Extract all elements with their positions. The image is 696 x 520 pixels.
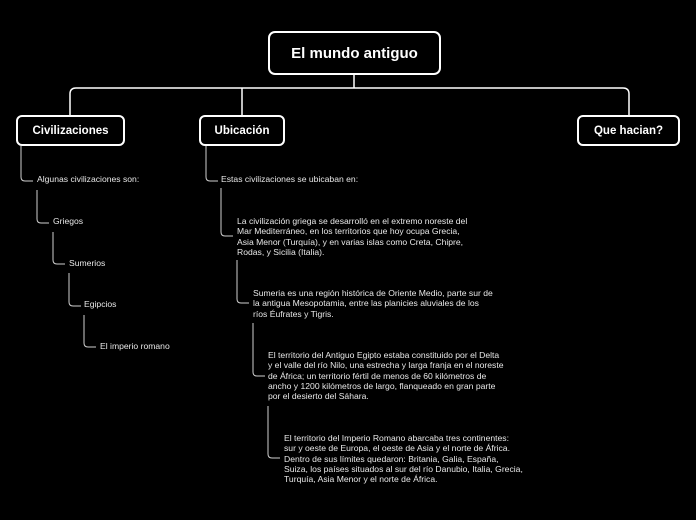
connector-civilizaciones: [70, 88, 76, 115]
subtopic-estas-civilizaciones[interactable]: Estas civilizaciones se ubicaban en:: [221, 174, 359, 184]
subtopic-ubicacion-sumeria[interactable]: Sumeria es una región histórica de Oriente Medio, parte sur de la antigua Mesopotamia, entre las planicies aluviales de los ríos Éufrates y Tigris.: [253, 288, 493, 319]
topic-que-hacian[interactable]: Que hacian?: [577, 115, 680, 146]
subtopic-ubicacion-griega[interactable]: La civilización griega se desarrolló en el extremo noreste del Mar Mediterráneo, en los territorios que hoy ocupa Grecia, Asia Menor (Turquía), y en varias islas como Creta, Chipre, Rodas, y Sicilia (Italia).: [237, 216, 468, 257]
sub-connector-civ-3: [69, 273, 81, 306]
subtopic-imperio-romano[interactable]: El imperio romano: [100, 341, 170, 351]
subtopic-algunas-civilizaciones[interactable]: Algunas civilizaciones son:: [37, 174, 140, 184]
topic-ubicacion[interactable]: Ubicación: [199, 115, 285, 146]
subtopic-griegos[interactable]: Griegos: [53, 216, 84, 226]
connector-que-hacian: [623, 88, 629, 115]
sub-connector-civ-0: [21, 146, 33, 181]
sub-connector-ubi-2: [237, 260, 249, 303]
sub-connector-ubi-0: [206, 146, 218, 181]
sub-connector-ubi-1: [221, 188, 233, 236]
root-topic[interactable]: El mundo antiguo: [268, 31, 441, 75]
subtopic-ubicacion-roma[interactable]: El territorio del Imperio Romano abarcaba tres continentes: sur y oeste de Europa, el oeste de Asia y el norte de África. Dentro de sus límites quedaron: Britania, Galia, España, Suiza, los países situados al sur del río Danubio, Italia, Grecia, Turquía, Asia Menor y el norte de África.: [284, 433, 523, 485]
topic-civilizaciones[interactable]: Civilizaciones: [16, 115, 125, 146]
sub-connector-civ-2: [53, 232, 65, 264]
subtopic-sumerios[interactable]: Sumerios: [69, 258, 106, 268]
sub-connector-ubi-4: [268, 406, 280, 458]
sub-connector-ubi-3: [253, 323, 265, 376]
sub-connector-civ-4: [84, 315, 96, 347]
subtopic-egipcios[interactable]: Egipcios: [84, 299, 117, 309]
sub-connector-civ-1: [37, 190, 49, 223]
subtopic-ubicacion-egipto[interactable]: El territorio del Antiguo Egipto estaba constituido por el Delta y el valle del río Nilo, una estrecha y larga franja en el noreste de África; un territorio fértil de menos de 60 kilómetros de ancho y 1200 kilómetros de largo, flanqueado en gran parte por el desierto del Sáhara.: [268, 350, 504, 402]
